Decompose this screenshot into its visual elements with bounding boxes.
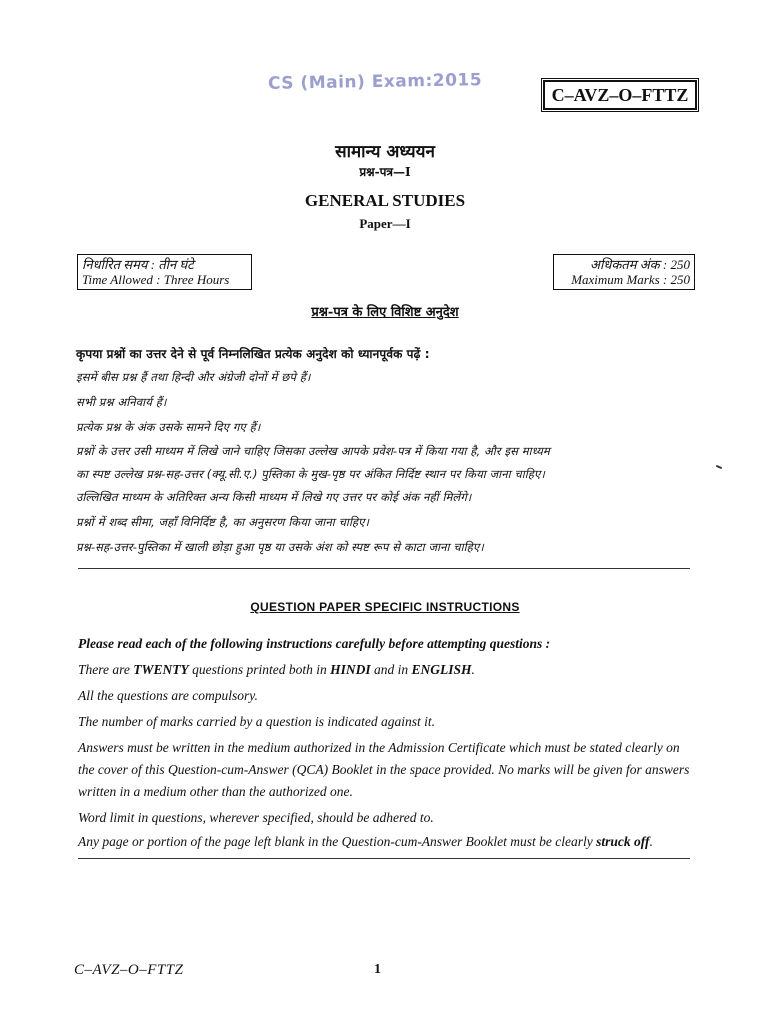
text-segment: There are — [78, 662, 134, 677]
max-marks-hindi: अधिकतम अंक : 250 — [590, 257, 690, 272]
english-instruction-line: The number of marks carried by a question is indicated against it. — [78, 714, 435, 729]
english-instruction-line: Word limit in questions, wherever specified, should be adhered to. — [78, 810, 434, 825]
footer-paper-code: C–AVZ–O–FTTZ — [74, 962, 184, 978]
time-allowed-english: Time Allowed : Three Hours — [82, 272, 230, 287]
hindi-emphasis: HINDI — [330, 662, 371, 677]
text-segment: . — [649, 834, 653, 849]
hindi-title: सामान्य अध्ययन — [335, 142, 435, 162]
time-allowed-hindi: निर्धारित समय : तीन घंटे — [82, 257, 194, 272]
text-segment: Any page or portion of the page left blank in the Question-cum-Answer Booklet must be clearly — [78, 834, 597, 849]
paper-code-box: C–AVZ–O–FTTZ — [543, 80, 697, 110]
hindi-instruction-line: सभी प्रश्न अनिवार्य हैं। — [76, 395, 167, 409]
hindi-instruction-line: कृपया प्रश्नों का उत्तर देने से पूर्व निम्नलिखित प्रत्येक अनुदेश को ध्यानपूर्वक पढ़ें : — [76, 347, 430, 361]
english-instructions-heading: QUESTION PAPER SPECIFIC INSTRUCTIONS — [250, 600, 520, 614]
time-allowed-box — [77, 254, 252, 290]
english-title: GENERAL STUDIES — [304, 191, 466, 210]
scan-speck — [716, 465, 722, 469]
hindi-instructions-heading: प्रश्न-पत्र के लिए विशिष्ट अनुदेश — [311, 305, 459, 320]
english-instruction-line — [78, 831, 692, 853]
struck-off-emphasis: struck off — [596, 834, 650, 849]
max-marks-english: Maximum Marks : 250 — [571, 272, 690, 287]
page-number: 1 — [374, 962, 381, 977]
divider-rule — [78, 568, 690, 569]
count-emphasis: TWENTY — [133, 662, 189, 677]
text-segment: questions printed both in — [188, 662, 331, 677]
text-segment: . — [471, 662, 475, 677]
max-marks-box — [553, 254, 695, 290]
hindi-subtitle: प्रश्न-पत्र—I — [359, 165, 411, 179]
hindi-instruction-line: इसमें बीस प्रश्न हैं तथा हिन्दी और अंग्रेजी दोनों में छपे हैं। — [76, 370, 311, 384]
english-instruction-line: Answers must be written in the medium authorized in the Admission Certificate which must be stated clearly on the cover of this Question-cum-Answer (QCA) Booklet in the space provided. No marks will be given for answers written in a medium other than the authorized one. — [78, 740, 690, 799]
divider-rule — [78, 858, 690, 859]
english-instruction-line — [78, 659, 692, 681]
english-emphasis: ENGLISH — [411, 662, 472, 677]
hindi-instruction-line: प्रश्नों के उत्तर उसी माध्यम में लिखे जाने चाहिए जिसका उल्लेख आपके प्रवेश-पत्र में किया गया है, और इस माध्यम — [76, 444, 550, 458]
english-subtitle: Paper—I — [359, 216, 411, 231]
english-instruction-intro: Please read each of the following instructions carefully before attempting questions : — [78, 636, 551, 651]
exam-stamp: CS (Main) Exam:2015 — [267, 70, 483, 94]
hindi-instruction-line: का स्पष्ट उल्लेख प्रश्न-सह-उत्तर (क्यू.सी.ए.) पुस्तिका के मुख-पृष्ठ पर अंकित निर्दिष्ट स्थान पर किया जाना चाहिए। — [76, 467, 545, 481]
hindi-instruction-line: प्रश्न-सह-उत्तर-पुस्तिका में खाली छोड़ा हुआ पृष्ठ या उसके अंश को स्पष्ट रूप से काटा जाना चाहिए। — [76, 540, 484, 554]
hindi-instruction-line: प्रश्नों में शब्द सीमा, जहाँ विनिर्दिष्ट है, का अनुसरण किया जाना चाहिए। — [76, 515, 370, 529]
hindi-instruction-line: प्रत्येक प्रश्न के अंक उसके सामने दिए गए हैं। — [76, 420, 261, 434]
hindi-instruction-line: उल्लिखित माध्यम के अतिरिक्त अन्य किसी माध्यम में लिखे गए उत्तर पर कोई अंक नहीं मिलेंगे। — [76, 490, 472, 504]
english-instruction-line: All the questions are compulsory. — [78, 688, 258, 703]
text-segment: and in — [370, 662, 412, 677]
